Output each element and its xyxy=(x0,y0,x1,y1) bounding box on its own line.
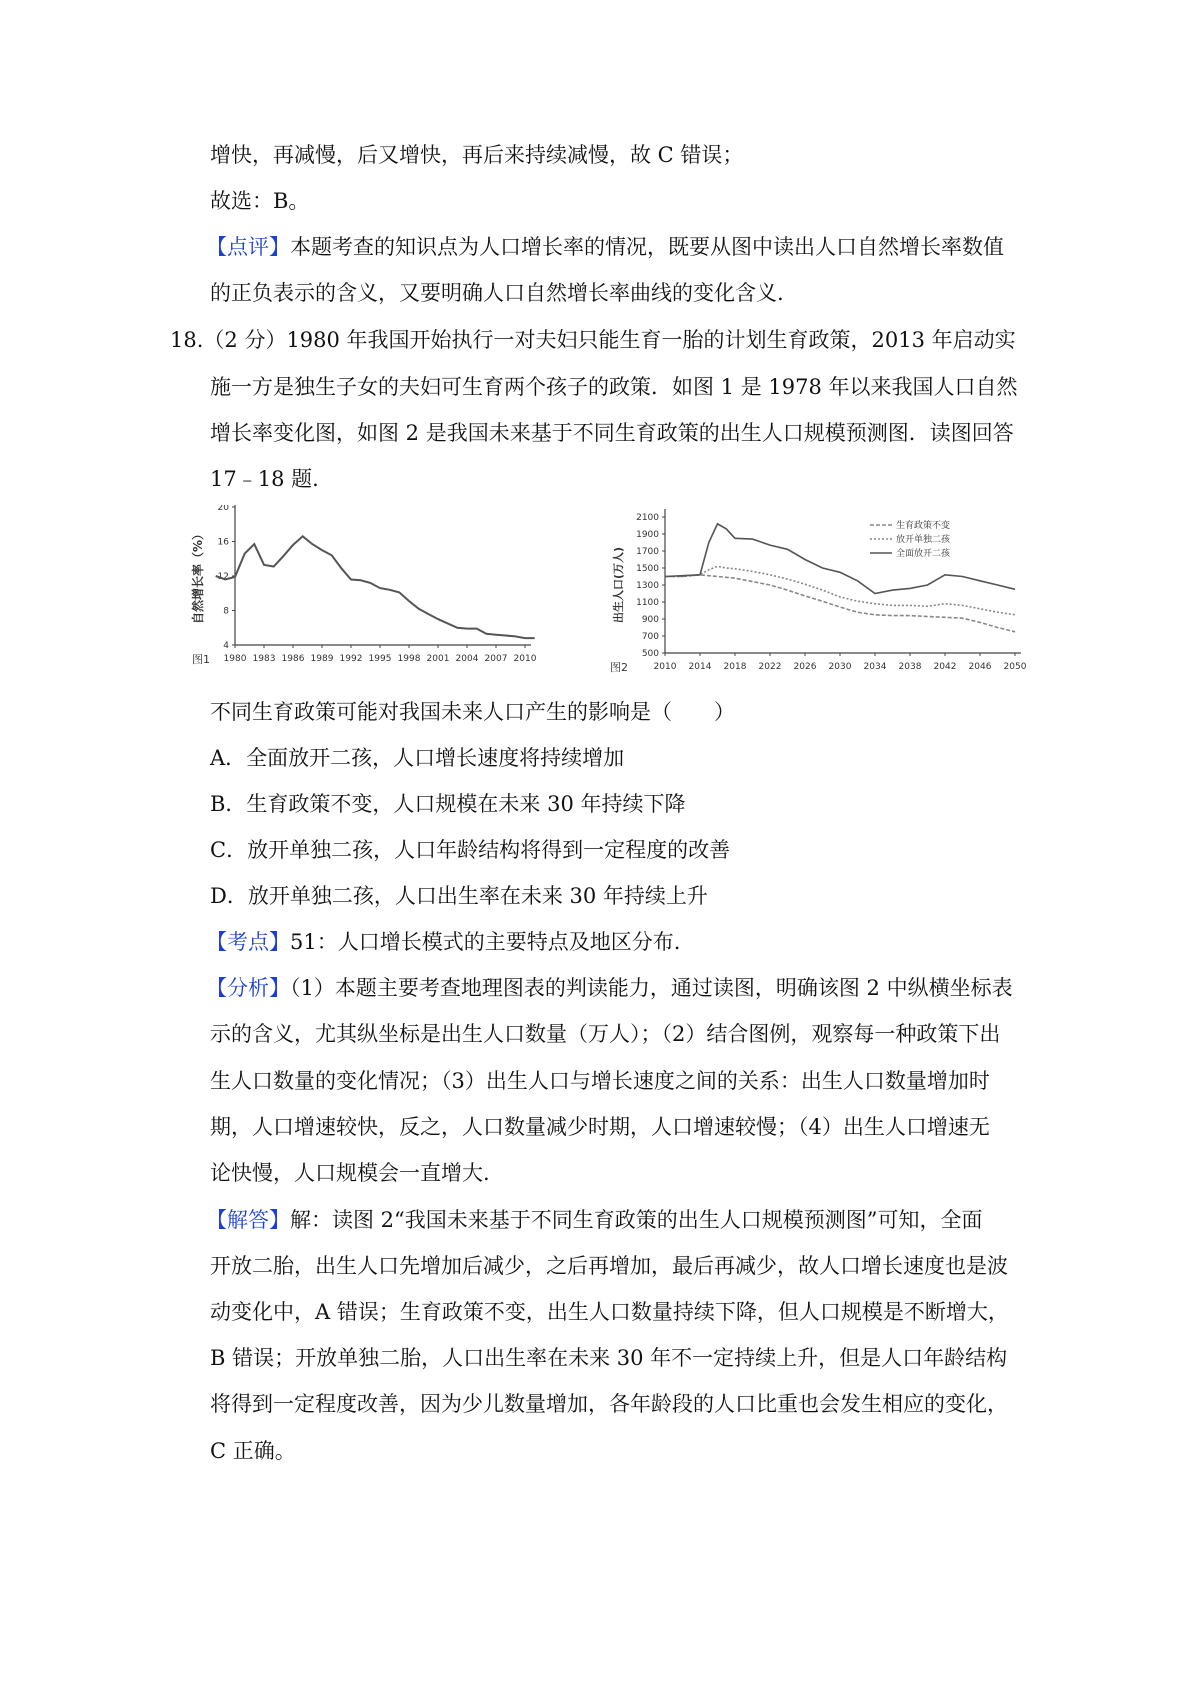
y-axis-label: 自然增长率（%） xyxy=(191,527,205,625)
answer-line: 将得到一定程度改善，因为少儿数量增加，各年龄段的人口比重也会发生相应的变化， xyxy=(210,1392,1008,1416)
series-line-1 xyxy=(216,536,535,638)
y-tick-label: 2100 xyxy=(636,513,659,523)
knowledge-point xyxy=(206,927,680,957)
x-tick-label: 2038 xyxy=(898,662,922,672)
y-tick-label: 1700 xyxy=(636,547,659,557)
figure-label: 图1 xyxy=(192,653,210,666)
y-tick-label: 1500 xyxy=(636,564,659,574)
natural-growth-rate-chart xyxy=(190,505,570,725)
birth-population-forecast-chart xyxy=(610,505,1030,725)
x-tick-label: 2018 xyxy=(723,662,747,672)
answer-text: 解：读图 2“我国未来基于不同生育政策的出生人口规模预测图”可知，全面 xyxy=(290,1208,983,1232)
x-tick-label: 2026 xyxy=(793,662,817,672)
analysis-line: 示的含义，尤其纵坐标是出生人口数量（万人）；（2）结合图例，观察每一种政策下出 xyxy=(210,1022,1001,1046)
x-tick-label: 1983 xyxy=(252,654,276,664)
y-tick-label: 12 xyxy=(217,572,229,582)
x-tick-label: 2014 xyxy=(688,662,712,672)
x-tick-label: 2004 xyxy=(455,654,479,664)
y-axis-label: 出生人口(万人) xyxy=(612,546,625,624)
answer-tag: 【解答】 xyxy=(206,1208,290,1232)
x-tick-label: 2034 xyxy=(863,662,887,672)
option-d: D．放开单独二孩，人口出生率在未来 30 年持续上升 xyxy=(210,884,708,908)
x-tick-label: 1995 xyxy=(368,654,392,664)
x-tick-label: 1992 xyxy=(339,654,363,664)
answer-line: 开放二胎，出生人口先增加后减少，之后再增加，最后再减少，故人口增长速度也是波 xyxy=(210,1254,1008,1278)
y-tick-label: 20 xyxy=(217,505,229,513)
x-tick-label: 2010 xyxy=(513,654,537,664)
x-tick-label: 2030 xyxy=(828,662,852,672)
x-tick-label: 1986 xyxy=(281,654,305,664)
x-tick-label: 2010 xyxy=(653,662,677,672)
answer-line: B 错误；开放单独二胎，人口出生率在未来 30 年不一定持续上升，但是人口年龄结构 xyxy=(210,1346,1008,1370)
y-tick-label: 1100 xyxy=(636,598,659,608)
y-tick-label: 900 xyxy=(641,615,659,625)
y-tick-label: 4 xyxy=(223,641,229,651)
y-tick-label: 700 xyxy=(641,632,659,642)
option-a: A．全面放开二孩，人口增长速度将持续增加 xyxy=(210,746,625,770)
answer-line xyxy=(206,1205,983,1235)
text-line: 的正负表示的含义，又要明确人口自然增长率曲线的变化含义. xyxy=(210,281,784,305)
question-line xyxy=(170,325,1016,355)
comment-text: 本题考查的知识点为人口增长率的情况，既要从图中读出人口自然增长率数值 xyxy=(290,235,1004,259)
comment-tag: 【点评】 xyxy=(206,235,290,259)
knowledge-tag: 【考点】 xyxy=(206,930,290,954)
question-number: 18. xyxy=(170,328,204,352)
question-stem: 不同生育政策可能对我国未来人口产生的影响是（ ） xyxy=(210,700,735,724)
x-tick-label: 2046 xyxy=(968,662,992,672)
y-tick-label: 8 xyxy=(223,606,229,617)
x-tick-label: 2050 xyxy=(1003,662,1027,672)
text-line: 增快，再减慢，后又增快，再后来持续减慢，故 C 错误； xyxy=(210,143,744,167)
comment-line xyxy=(206,232,1004,262)
question-line: 17﹣18 题. xyxy=(210,467,319,491)
analysis-line: 论快慢，人口规模会一直增大. xyxy=(210,1161,490,1185)
answer-line: C 正确。 xyxy=(210,1439,296,1463)
series-line-1 xyxy=(665,575,1015,632)
analysis-line xyxy=(206,973,1013,1003)
question-text: （2 分）1980 年我国开始执行一对夫妇只能生育一胎的计划生育政策，2013 年启动实 xyxy=(203,328,1016,352)
analysis-tag: 【分析】 xyxy=(206,976,290,1000)
y-tick-label: 500 xyxy=(641,649,659,659)
legend-label: 放开单独二孩 xyxy=(896,535,951,545)
x-tick-label: 1980 xyxy=(223,654,247,664)
legend-label: 生育政策不变 xyxy=(896,521,951,531)
figure-label: 图2 xyxy=(610,661,628,674)
text-line: 故选：B。 xyxy=(210,189,310,213)
question-line: 增长率变化图，如图 2 是我国未来基于不同生育政策的出生人口规模预测图．读图回答 xyxy=(210,421,1014,445)
analysis-text: （1）本题主要考查地理图表的判读能力，通过读图，明确该图 2 中纵横坐标表 xyxy=(290,976,1013,1000)
knowledge-text: 51：人口增长模式的主要特点及地区分布. xyxy=(290,930,681,954)
x-tick-label: 2042 xyxy=(933,662,957,672)
figure-2 xyxy=(610,505,1030,729)
y-tick-label: 1300 xyxy=(636,581,659,591)
figure-1 xyxy=(190,505,570,729)
y-tick-label: 1900 xyxy=(636,530,659,540)
analysis-line: 期，人口增速较快，反之，人口数量减少时期，人口增速较慢；（4）出生人口增速无 xyxy=(210,1115,990,1139)
analysis-line: 生人口数量的变化情况；（3）出生人口与增长速度之间的关系：出生人口数量增加时 xyxy=(210,1069,990,1093)
x-tick-label: 2001 xyxy=(426,654,450,664)
option-c: C．放开单独二孩，人口年龄结构将得到一定程度的改善 xyxy=(210,838,731,862)
question-line: 施一方是独生子女的夫妇可生育两个孩子的政策．如图 1 是 1978 年以来我国人口自然 xyxy=(210,375,1018,399)
legend-label: 全面放开二孩 xyxy=(896,549,951,559)
y-tick-label: 16 xyxy=(217,537,229,548)
answer-line: 动变化中，A 错误；生育政策不变，出生人口数量持续下降，但人口规模是不断增大， xyxy=(210,1300,1009,1324)
series-line-2 xyxy=(665,566,1015,615)
x-tick-label: 2022 xyxy=(758,662,782,672)
x-tick-label: 2007 xyxy=(484,654,508,664)
option-b: B．生育政策不变，人口规模在未来 30 年持续下降 xyxy=(210,792,686,816)
series-line-3 xyxy=(665,524,1015,594)
x-tick-label: 1989 xyxy=(310,654,334,664)
x-tick-label: 1998 xyxy=(397,654,421,664)
